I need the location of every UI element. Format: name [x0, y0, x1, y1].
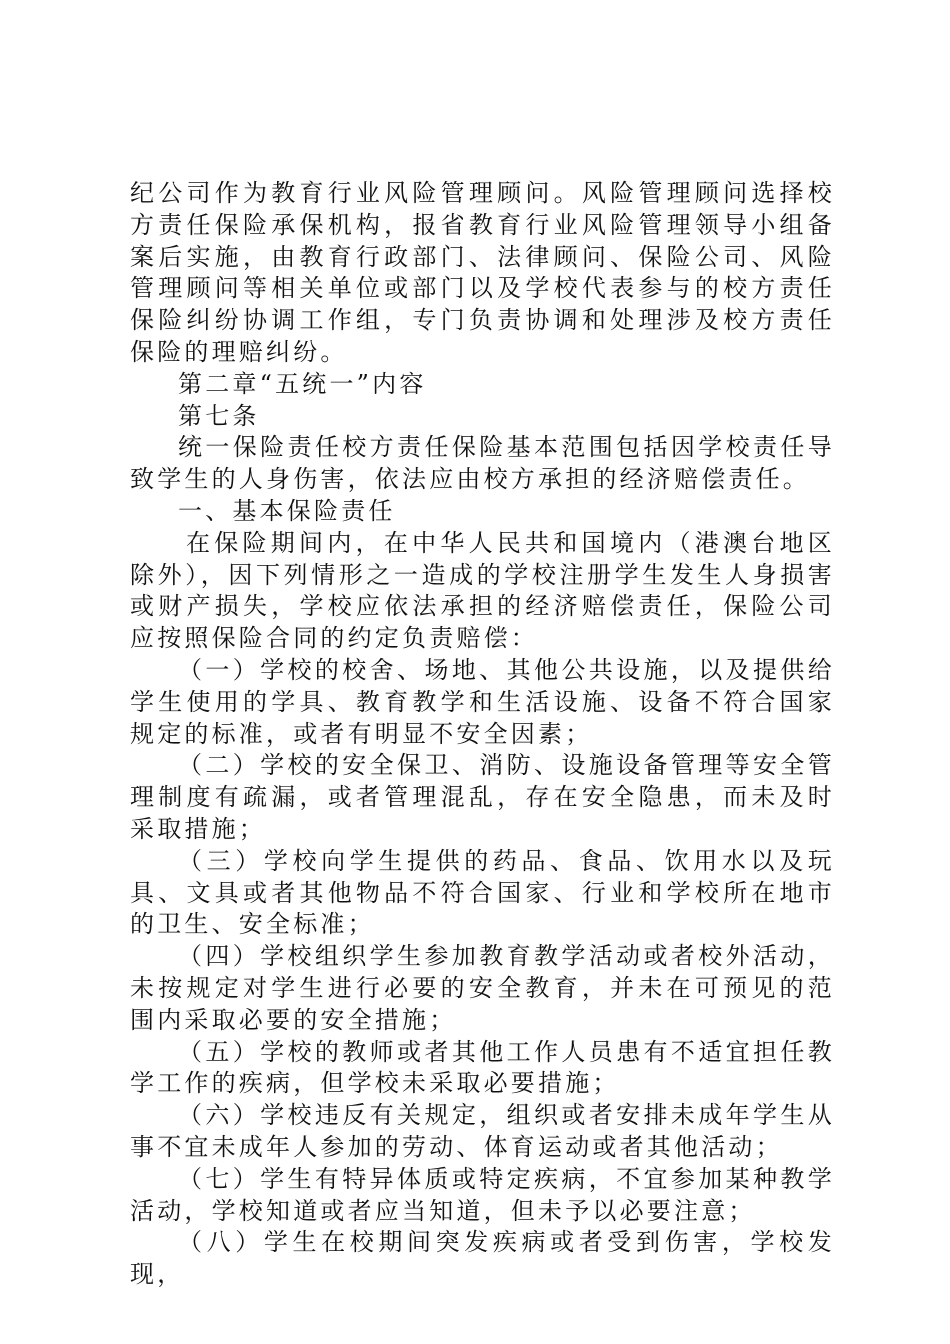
- paragraph-continuation: 纪公司作为教育行业风险管理顾问。风险管理顾问选择校方责任保险承保机构，报省教育行业风险管理领导小组备案后实施，由教育行政部门、法律顾问、保险公司、风险管理顾问等相关单位或部门以及学校代表参与的校方责任保险纠纷协调工作组，专门负责协调和处理涉及校方责任保险的理赔纠纷。: [130, 179, 835, 366]
- list-item-3: （三）学校向学生提供的药品、食品、饮用水以及玩具、文具或者其他物品不符合国家、行业和学校所在地市的卫生、安全标准；: [130, 846, 835, 939]
- list-item-5: （五）学校的教师或者其他工作人员患有不适宜担任教学工作的疾病，但学校未采取必要措施；: [130, 1037, 835, 1098]
- list-item-7: （七）学生有特异体质或特定疾病，不宜参加某种教学活动，学校知道或者应当知道，但未予以必要注意；: [130, 1164, 835, 1225]
- section-heading-basic-liability: 一、基本保险责任: [178, 496, 396, 525]
- paragraph-liability-intro: 在保险期间内，在中华人民共和国境内（港澳台地区除外），因下列情形之一造成的学校注册学生发生人身损害或财产损失，学校应依法承担的经济赔偿责任，保险公司应按照保险合同的约定负责赔偿：: [130, 528, 835, 653]
- list-item-2: （二）学校的安全保卫、消防、设施设备管理等安全管理制度有疏漏，或者管理混乱，存在安全隐患，而未及时采取措施；: [130, 751, 835, 843]
- article-heading: 第七条: [178, 401, 260, 430]
- chapter-heading: 第二章“五统一”内容: [178, 369, 427, 398]
- list-item-1: （一）学校的校舍、场地、其他公共设施，以及提供给学生使用的学具、教育教学和生活设施、设备不符合国家规定的标准，或者有明显不安全因素；: [130, 655, 835, 748]
- list-item-4: （四）学校组织学生参加教育教学活动或者校外活动，未按规定对学生进行必要的安全教育，并未在可预见的范围内采取必要的安全措施；: [130, 942, 835, 1034]
- list-item-6: （六）学校违反有关规定，组织或者安排未成年学生从事不宜未成年人参加的劳动、体育运动或者其他活动；: [130, 1101, 835, 1161]
- document-body: [130, 178, 835, 1291]
- list-item-8: （八）学生在校期间突发疾病或者受到伤害，学校发现，: [130, 1228, 835, 1289]
- paragraph-article-7: 统一保险责任校方责任保险基本范围包括因学校责任导致学生的人身伤害，依法应由校方承担的经济赔偿责任。: [130, 433, 835, 494]
